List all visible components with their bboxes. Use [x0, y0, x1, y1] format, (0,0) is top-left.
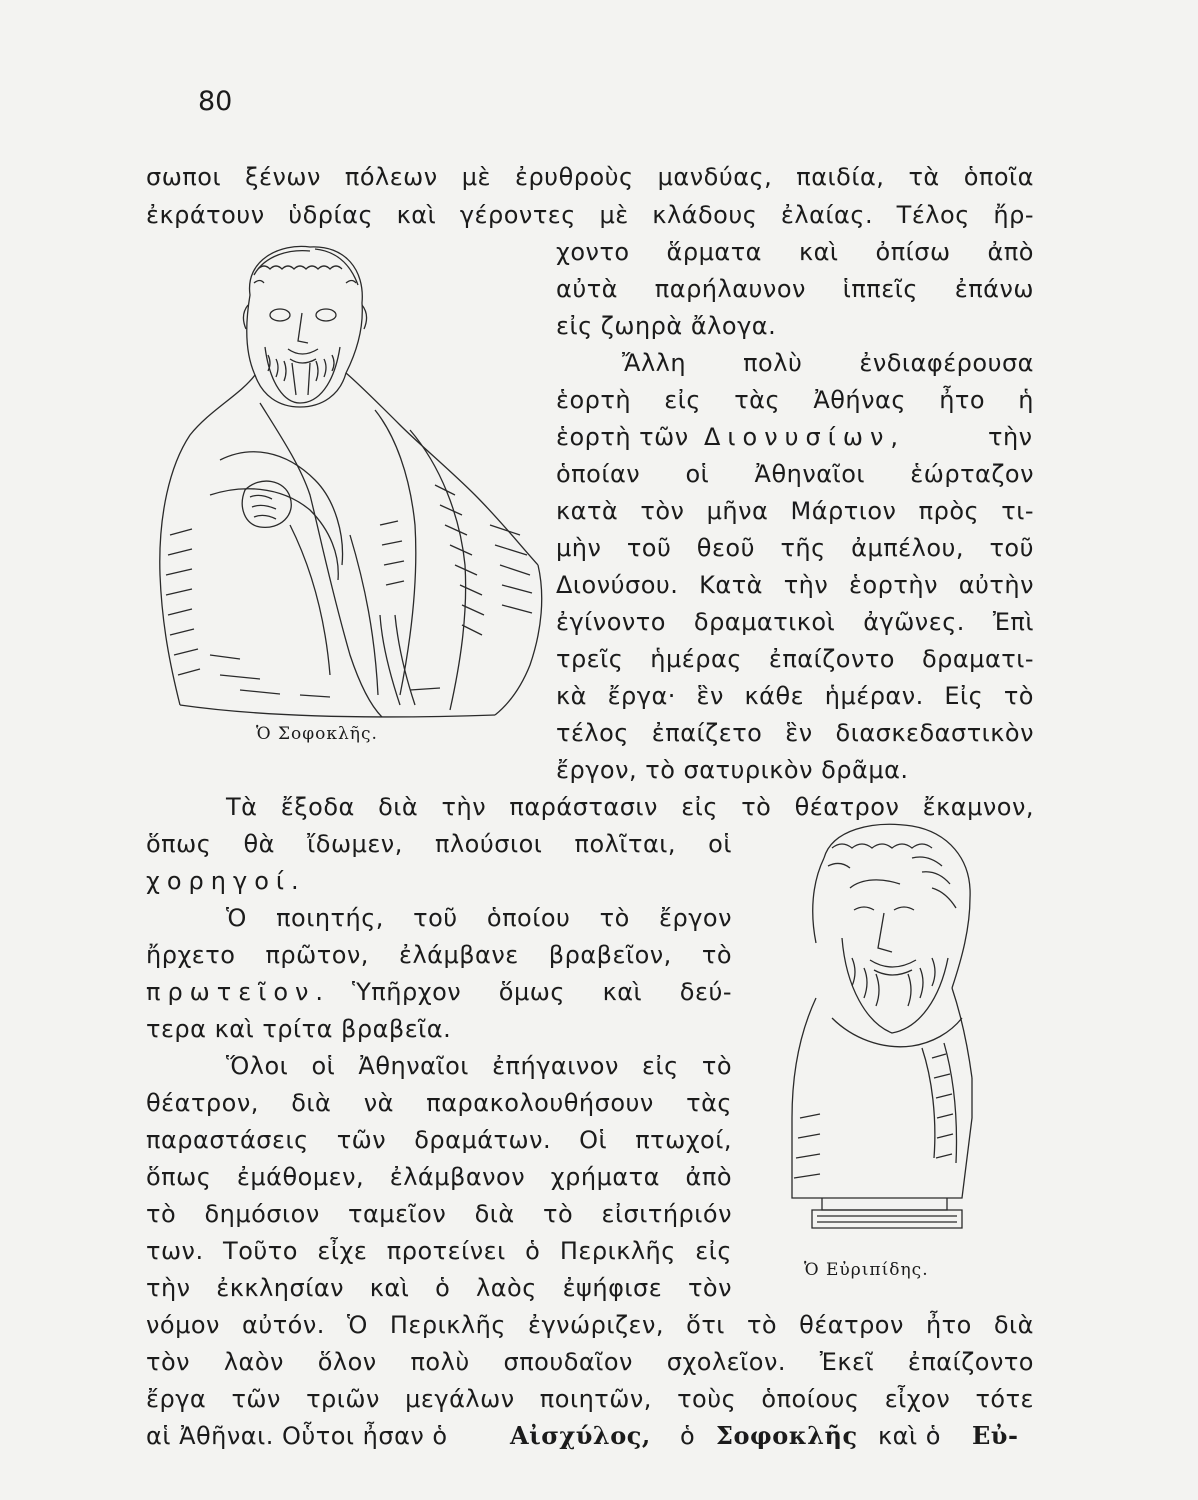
text-line: ἔργον, τὸ σατυρικὸν δρᾶμα. [556, 756, 909, 784]
sophocles-illustration [150, 235, 550, 725]
text-line: τερα καὶ τρίτα βραβεῖα. [146, 1015, 452, 1043]
name-sophocles: Σοφοκλῆς [716, 1421, 858, 1450]
text-line: ὁ [680, 1422, 696, 1450]
text-line: ὅπως θὰ ἴδωμεν, πλούσιοι πολῖται, οἱ [146, 830, 732, 858]
spaced-term: χορηγοί. [146, 867, 306, 895]
sophocles-head [243, 246, 366, 407]
text-line: ἐκράτουν ὑδρίας καὶ γέροντες μὲ κλάδους ἐλαίας. Τέλος ἤρ- [146, 201, 1034, 229]
page-number: 80 [198, 86, 233, 117]
text-line: τὸ δημόσιον ταμεῖον διὰ τὸ εἰσιτήριόν [146, 1200, 732, 1228]
text-line: ἑορτὴ τῶν [556, 423, 689, 451]
text-line: τρεῖς ἡμέρας ἐπαίζοντο δραματι- [556, 645, 1034, 673]
euripides-bust [792, 998, 972, 1228]
text-line: τέλος ἐπαίζετο ἓν διασκεδαστικὸν [556, 719, 1034, 747]
text-line: ὅπως ἐμάθομεν, ἐλάμβανον χρήματα ἀπὸ [146, 1163, 732, 1191]
name-euripides-start: Εὐ- [972, 1421, 1019, 1450]
text-line: χοντο ἅρματα καὶ ὀπίσω ἀπὸ [556, 238, 1034, 266]
text-line: κατὰ τὸν μῆνα Μάρτιον πρὸς τι- [556, 497, 1034, 525]
text-line: τὸν λαὸν ὅλον πολὺ σπουδαῖον σχολεῖον. Ἐκεῖ ἐπαίζοντο [146, 1348, 1034, 1376]
text-line: μὴν τοῦ θεοῦ τῆς ἀμπέλου, τοῦ [556, 534, 1034, 562]
text-line: αὐτὰ παρήλαυνον ἱππεῖς ἐπάνω [556, 275, 1034, 303]
euripides-illustration [772, 818, 992, 1238]
text-line: παραστάσεις τῶν δραμάτων. Οἱ πτωχοί, [146, 1126, 732, 1154]
text-line: Τὰ ἔξοδα διὰ τὴν παράστασιν εἰς τὸ θέατρον ἔκαμνον, [226, 793, 1034, 821]
euripides-caption: Ὁ Εὐριπίδης. [804, 1260, 929, 1280]
text-line: ἔργα τῶν τριῶν μεγάλων ποιητῶν, τοὺς ὁποίους εἶχον τότε [146, 1385, 1034, 1413]
sophocles-caption: Ὁ Σοφοκλῆς. [256, 724, 378, 744]
sophocles-robe [160, 373, 542, 717]
text-line: εἰς ζωηρὰ ἄλογα. [556, 312, 777, 340]
text-line: σωποι ξένων πόλεων μὲ ἐρυθροὺς μανδύας, παιδία, τὰ ὁποῖα [146, 163, 1034, 191]
text-line: τὴν [988, 423, 1033, 451]
text-line: Ὁ ποιητής, τοῦ ὁποίου τὸ ἔργον [226, 904, 732, 932]
text-line: ἑορτὴ εἰς τὰς Ἀθήνας ἦτο ἡ [556, 386, 1034, 414]
text-line: ὁποίαν οἱ Ἀθηναῖοι ἑώρταζον [556, 460, 1034, 488]
text-line: τὴν ἐκκλησίαν καὶ ὁ λαὸς ἐψήφισε τὸν [146, 1274, 732, 1302]
name-aeschylus: Αἰσχύλος, [510, 1421, 651, 1450]
text-line: Ἄλλη πολὺ ἐνδιαφέρουσα [622, 349, 1034, 377]
spaced-term: Διονυσίων, [704, 423, 905, 451]
text-line: ἐγίνοντο δραματικοὶ ἀγῶνες. Ἐπὶ [556, 608, 1034, 636]
spaced-term: πρωτεῖον. [146, 978, 331, 1006]
text-line: Διονύσου. Κατὰ τὴν ἑορτὴν αὐτὴν [556, 571, 1034, 599]
text-line: των. Τοῦτο εἶχε προτείνει ὁ Περικλῆς εἰς [146, 1237, 732, 1265]
text-line: καὶ ὁ [878, 1422, 941, 1450]
text-line: Ὑπῆρχον ὅμως καὶ δεύ- [352, 978, 732, 1006]
text-line: κὰ ἔργα· ἓν κάθε ἡμέραν. Εἰς τὸ [556, 682, 1034, 710]
text-line: νόμον αὐτόν. Ὁ Περικλῆς ἐγνώριζεν, ὅτι τὸ θέατρον ἦτο διὰ [146, 1311, 1034, 1339]
text-line: αἱ Ἀθῆναι. Οὗτοι ἦσαν ὁ [146, 1422, 448, 1450]
text-line: ἤρχετο πρῶτον, ἐλάμβανε βραβεῖον, τὸ [146, 941, 732, 969]
euripides-head [813, 824, 972, 1078]
text-line: Ὅλοι οἱ Ἀθηναῖοι ἐπήγαινον εἰς τὸ [226, 1052, 732, 1080]
text-line: θέατρον, διὰ νὰ παρακολουθήσουν τὰς [146, 1089, 732, 1117]
